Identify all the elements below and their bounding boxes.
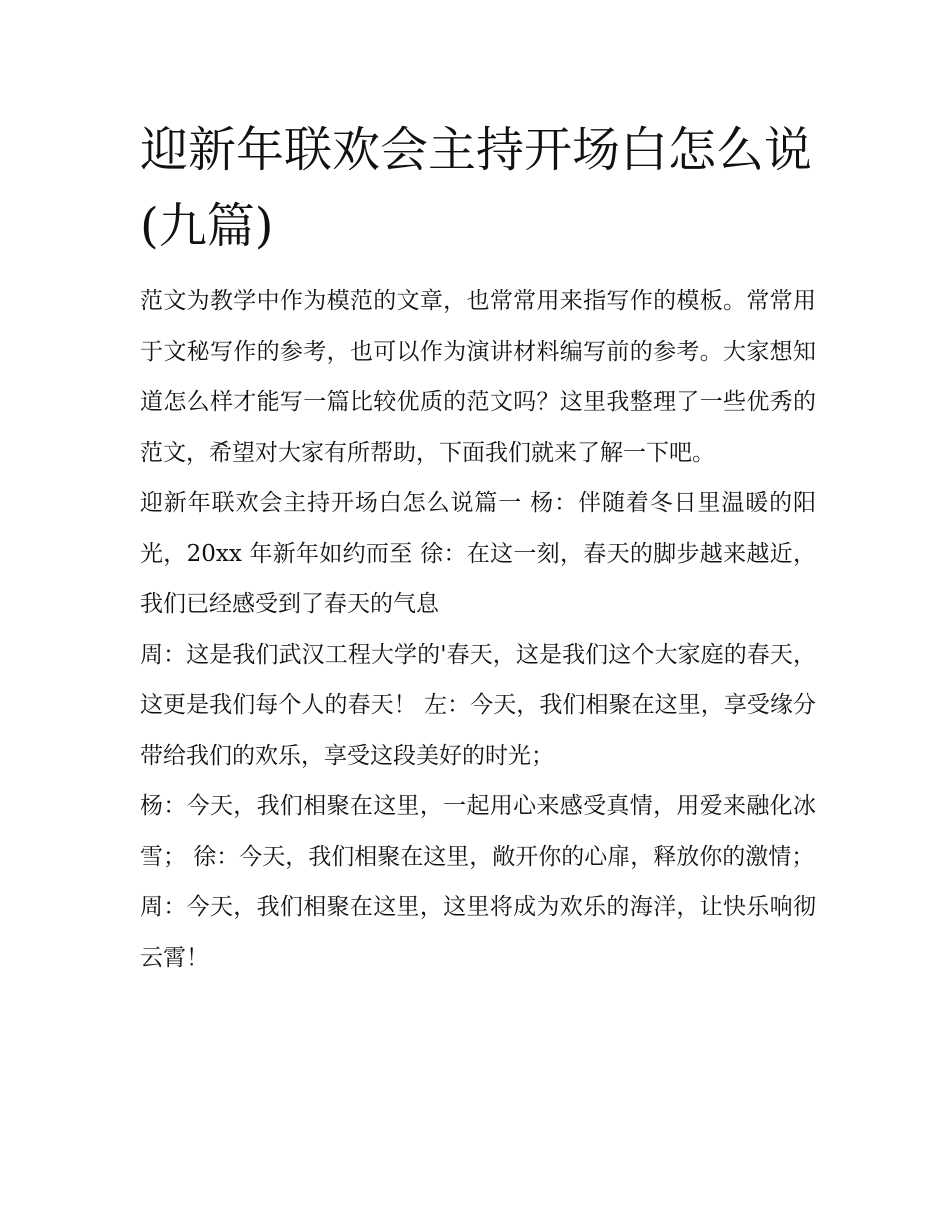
speech-paragraph: 迎新年联欢会主持开场白怎么说篇一 杨：伴随着冬日里温暖的阳光，20xx 年新年如约而至 徐：在这一刻，春天的脚步越来越近，我们已经感受到了春天的气息	[140, 490, 816, 617]
intro-paragraph: 范文为教学中作为模范的文章，也常常用来指写作的模板。常常用于文秘写作的参考，也可以作为演讲材料编写前的参考。大家想知道怎么样才能写一篇比较优质的范文吗？这里我整理了一些优秀的范文，希望对大家有所帮助，下面我们就来了解一下吧。	[140, 288, 816, 466]
document-title: 迎新年联欢会主持开场白怎么说(九篇)	[140, 122, 813, 254]
speech-paragraph: 周：这是我们武汉工程大学的'春天，这是我们这个大家庭的春天，这更是我们每个人的春天！ 左：今天，我们相聚在这里，享受缘分带给我们的欢乐，享受这段美好的时光；	[140, 641, 816, 769]
speech-paragraph: 杨：今天，我们相聚在这里，一起用心来感受真情，用爱来融化冰雪； 徐：今天，我们相聚在这里，敞开你的心扉，释放你的激情；	[140, 793, 816, 870]
document-body	[140, 276, 816, 983]
speech-paragraph: 周：今天，我们相聚在这里，这里将成为欢乐的海洋，让快乐响彻云霄！	[140, 894, 816, 971]
